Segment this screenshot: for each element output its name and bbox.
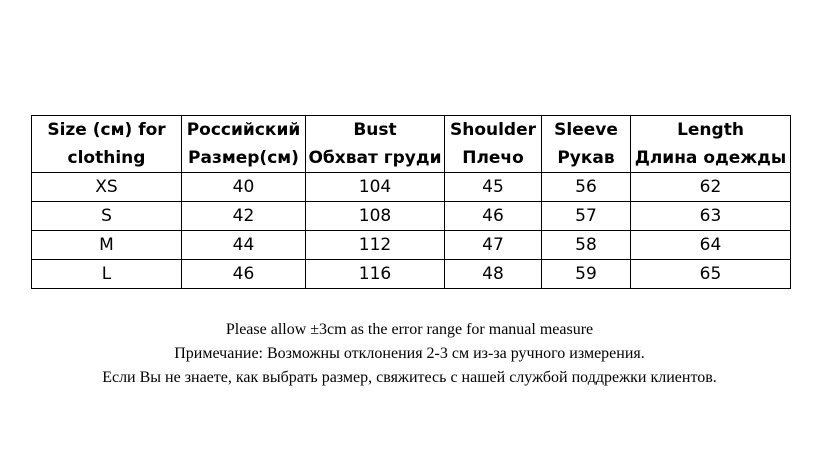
table-row [32, 202, 791, 231]
cell-shoulder: 46 [445, 202, 542, 231]
cell-size: M [32, 231, 182, 260]
header-shoulder [445, 116, 542, 173]
cell-shoulder: 47 [445, 231, 542, 260]
header-length-line1: Length [677, 120, 744, 140]
cell-russian-size: 44 [182, 231, 306, 260]
cell-shoulder: 48 [445, 260, 542, 289]
header-shoulder-line2: Плечо [462, 148, 524, 168]
table-row [32, 173, 791, 202]
cell-length: 63 [631, 202, 791, 231]
cell-russian-size: 42 [182, 202, 306, 231]
cell-bust: 104 [306, 173, 445, 202]
table-row [32, 231, 791, 260]
cell-size: L [32, 260, 182, 289]
cell-bust: 116 [306, 260, 445, 289]
header-russian-size-line2: Размер(см) [188, 148, 299, 168]
header-size-line1: Size (см) for [47, 120, 166, 140]
cell-bust: 112 [306, 231, 445, 260]
header-sleeve-line1: Sleeve [554, 120, 618, 140]
cell-sleeve: 58 [542, 231, 631, 260]
header-size-line2: clothing [67, 148, 146, 168]
header-length-line2: Длина одежды [634, 148, 787, 168]
header-bust-line1: Bust [353, 120, 397, 140]
cell-sleeve: 59 [542, 260, 631, 289]
header-bust [306, 116, 445, 173]
cell-bust: 108 [306, 202, 445, 231]
cell-length: 62 [631, 173, 791, 202]
header-russian-size [182, 116, 306, 173]
measurement-notes [0, 318, 819, 390]
table-row [32, 260, 791, 289]
table-header-row [32, 116, 791, 173]
header-sleeve [542, 116, 631, 173]
note-error-range-en: Please allow ±3cm as the error range for manual measure [225, 321, 594, 338]
cell-length: 64 [631, 231, 791, 260]
note-error-range-ru: Примечание: Возможны отклонения 2-3 см из-за ручного измерения. [174, 345, 645, 362]
cell-shoulder: 45 [445, 173, 542, 202]
cell-sleeve: 57 [542, 202, 631, 231]
cell-size: XS [32, 173, 182, 202]
cell-sleeve: 56 [542, 173, 631, 202]
header-bust-line2: Обхват груди [308, 148, 442, 168]
size-chart-table [31, 115, 791, 289]
cell-russian-size: 40 [182, 173, 306, 202]
header-length [631, 116, 791, 173]
cell-size: S [32, 202, 182, 231]
cell-length: 65 [631, 260, 791, 289]
note-contact-support: Если Вы не знаете, как выбрать размер, свяжитесь с нашей службой поддрежки клиентов. [102, 369, 717, 386]
header-sleeve-line2: Рукав [557, 148, 615, 168]
header-shoulder-line1: Shoulder [449, 120, 537, 140]
header-size [32, 116, 182, 173]
header-russian-size-line1: Российский [186, 120, 301, 140]
cell-russian-size: 46 [182, 260, 306, 289]
